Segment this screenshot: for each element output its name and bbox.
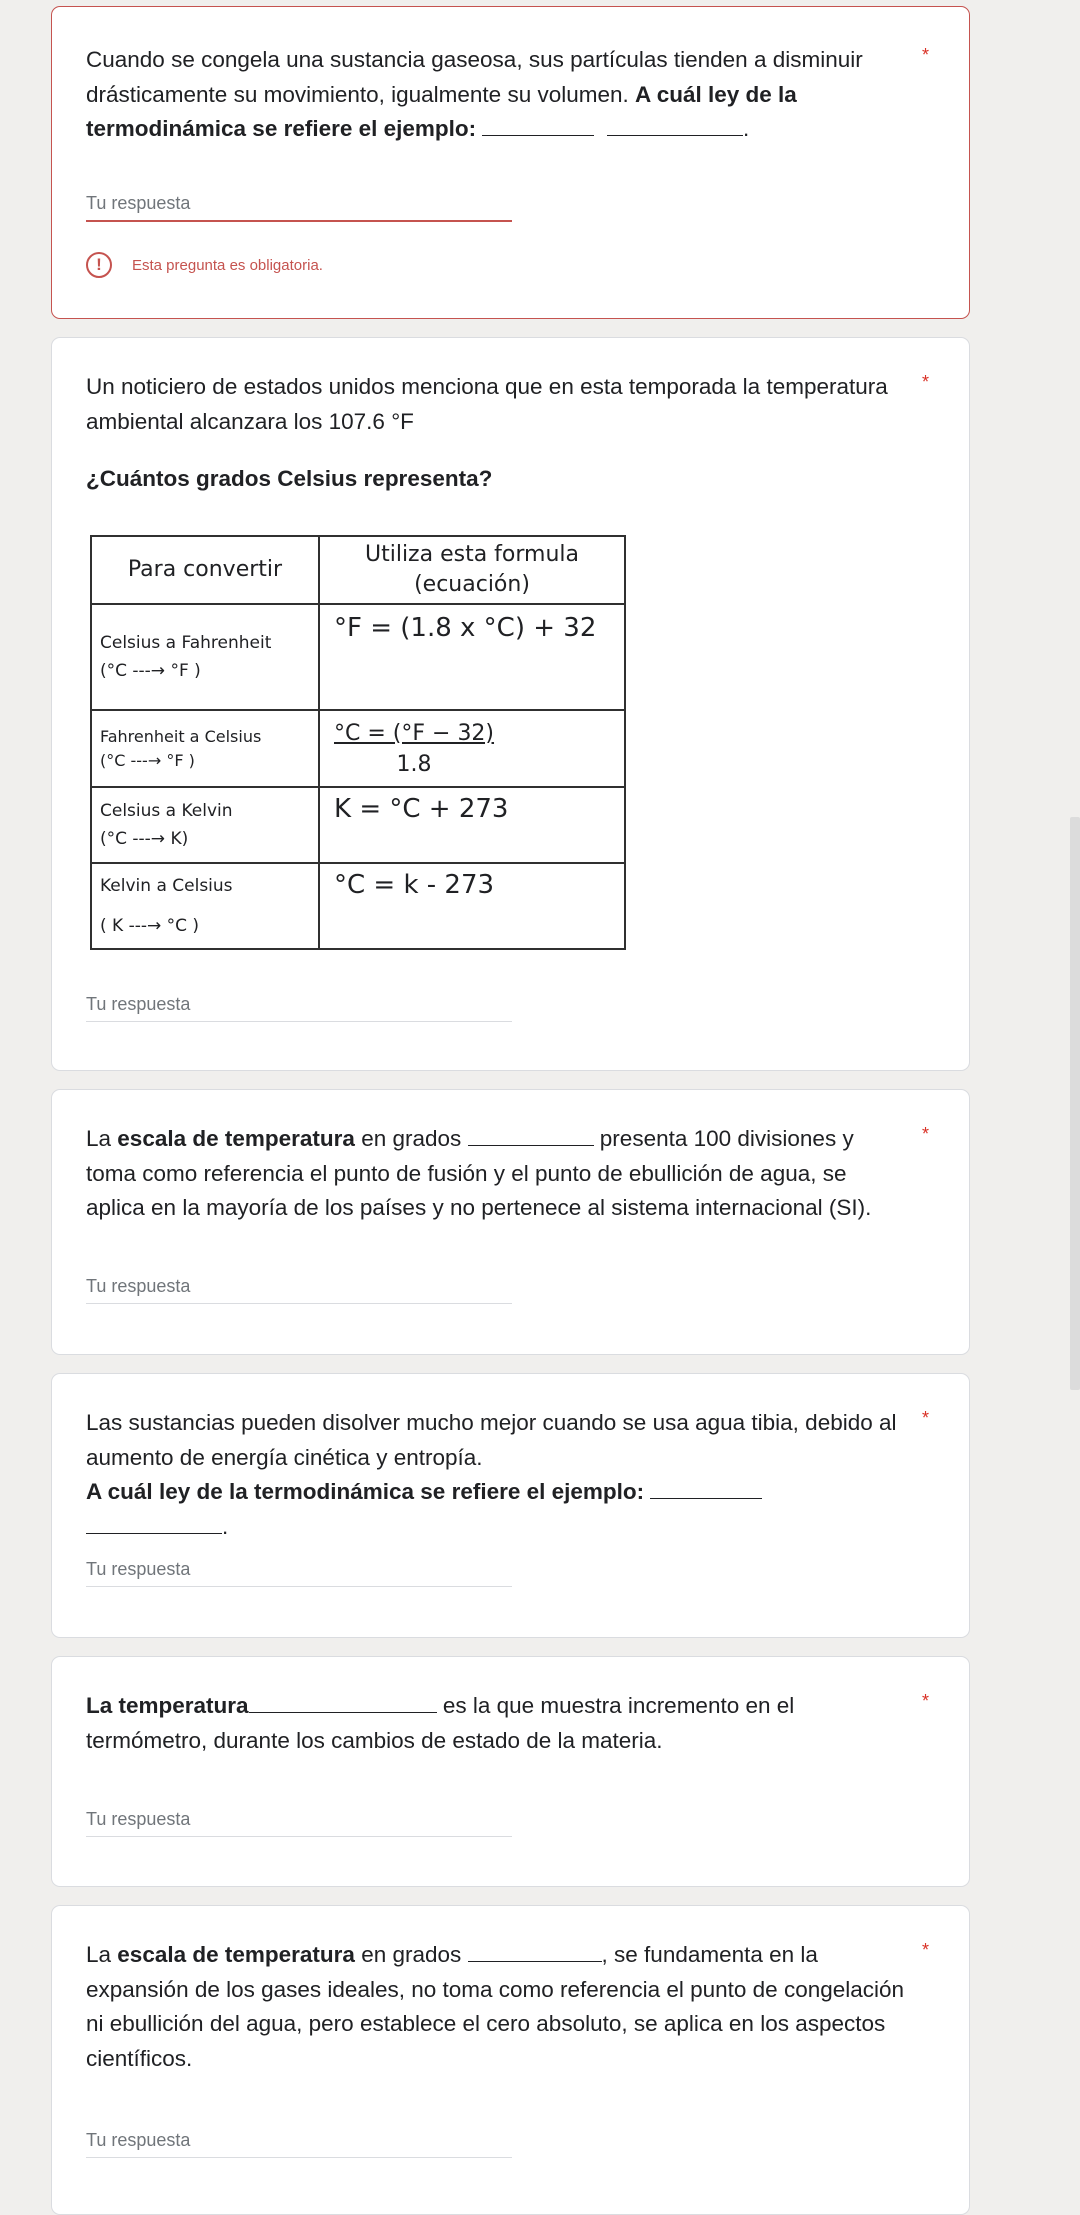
page-scrollbar[interactable] [1070,817,1080,1390]
answer-input[interactable]: Tu respuesta [86,2130,512,2158]
question-card-6 [51,1905,970,2215]
answer-input[interactable]: Tu respuesta [86,1809,512,1837]
question-text: La temperatura es la que muestra incremento en el termómetro, durante los cambios de estado de la materia. [86,1689,906,1758]
question-text: La escala de temperatura en grados , se fundamenta en la expansión de los gases ideales, no toma como referencia el punto de congelación ni ebullición del agua, pero establece el cero absoluto, se aplica en los aspectos científicos. [86,1938,906,2076]
required-mark: * [921,45,929,65]
required-mark: * [921,372,929,392]
answer-input[interactable]: Tu respuesta [86,1276,512,1304]
question-text: Un noticiero de estados unidos menciona que en esta temporada la temperatura ambiental alcanzara los 107.6 °F [86,374,888,434]
error-message: ! Esta pregunta es obligatoria. [86,252,323,278]
question-text: La escala de temperatura en grados presenta 100 divisiones y toma como referencia el punto de fusión y el punto de ebullición de agua, se aplica en la mayoría de los países y no pertenece al sistema internacional (SI). [86,1122,906,1226]
question-text: Cuando se congela una sustancia gaseosa, sus partículas tienden a disminuir drásticamente su movimiento, igualmente su volumen. A cuál ley de la termodinámica se refiere el ejemplo: . [86,47,863,141]
table-header-right: Utiliza esta formula (ecuación) [319,536,625,604]
table-row: Kelvin a Celsius ( K ---→ °C ) °C = k - 273 [91,863,625,949]
table-row: Celsius a Fahrenheit (°C ---→ °F ) °F = (1.8 x °C) + 32 [91,604,625,710]
conversion-table [90,535,626,950]
question-card-3 [51,1089,970,1355]
required-mark: * [921,1691,929,1711]
required-mark: * [921,1408,929,1428]
question-card-2 [51,337,970,1071]
answer-input[interactable]: Tu respuesta [86,193,512,222]
answer-input[interactable]: Tu respuesta [86,1559,512,1587]
required-mark: * [921,1940,929,1960]
table-header-left: Para convertir [91,536,319,604]
required-mark: * [921,1124,929,1144]
answer-input[interactable]: Tu respuesta [86,994,512,1022]
error-icon: ! [86,252,112,278]
table-row: Celsius a Kelvin (°C ---→ K) K = °C + 273 [91,787,625,863]
question-subtitle: ¿Cuántos grados Celsius representa? [86,466,493,491]
question-text: Las sustancias pueden disolver mucho mejor cuando se usa agua tibia, debido al aumento de energía cinética y entropía. A cuál ley de la termodinámica se refiere el ejemplo: . [86,1410,897,1539]
question-card-5 [51,1656,970,1887]
table-row: Fahrenheit a Celsius (°C ---→ °F ) $\frac{^\circ C = (^\circ F - 32)}{1.8}$ [91,710,625,787]
question-card-4 [51,1373,970,1638]
question-card-1 [51,6,970,319]
